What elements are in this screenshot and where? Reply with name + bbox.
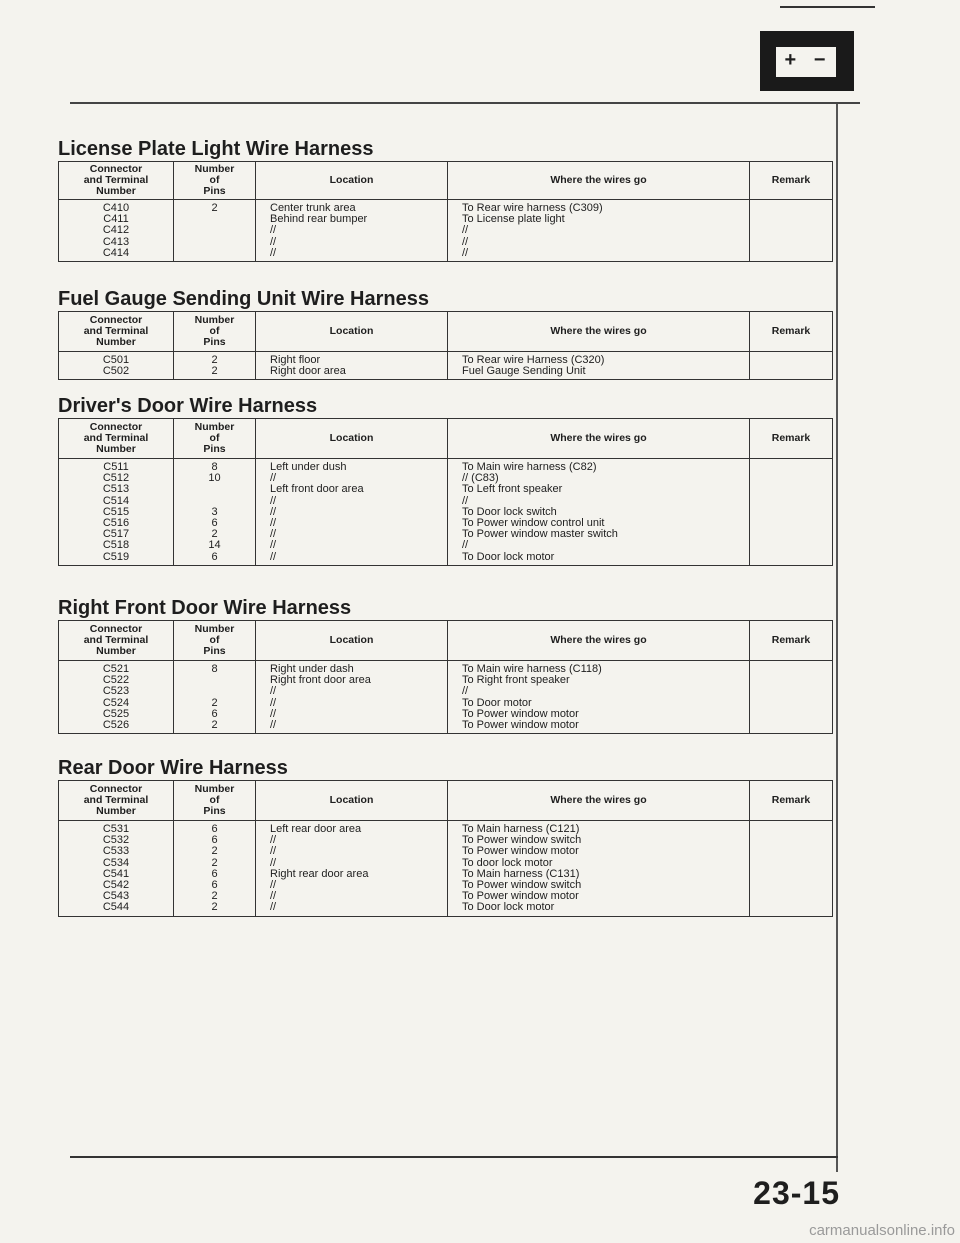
- header-connector: [59, 781, 174, 821]
- header-remark-label: Remark: [771, 174, 811, 186]
- pins-cell-line: [174, 484, 255, 495]
- pins-cell-line: 2: [211, 528, 218, 541]
- harness-table: [58, 161, 833, 262]
- header-pins-line: Number: [194, 163, 235, 175]
- header-location: [256, 621, 448, 661]
- location-cell-line: //: [270, 845, 277, 858]
- where-cell-line: To Rear wire Harness (C320): [462, 354, 605, 366]
- connector-cell-line: C521: [102, 663, 130, 675]
- connector-cell-line: C502: [102, 365, 130, 378]
- where-cell-line: //: [462, 685, 469, 698]
- section-rear-door: [58, 756, 832, 917]
- table-header-row: [59, 162, 833, 200]
- where-cell-line: To Power window control unit: [462, 516, 605, 529]
- connector-cell-line: C413: [102, 235, 130, 248]
- location-cell-line: //: [270, 246, 277, 259]
- location-cell-line: //: [270, 856, 277, 869]
- where-cell-line: To Power window motor: [462, 707, 579, 720]
- section-license-plate: [58, 137, 832, 262]
- header-pins-line: of: [209, 325, 220, 337]
- header-where-label: Where the wires go: [550, 325, 647, 337]
- header-where: [448, 781, 750, 821]
- location-cell-line: //: [270, 528, 277, 541]
- header-location: [256, 419, 448, 459]
- connector-cell-line: C501: [102, 354, 130, 366]
- connector-cell-line: C411: [103, 213, 129, 226]
- location-cell: [256, 459, 448, 566]
- header-location-label: Location: [329, 794, 374, 806]
- remark-cell: [750, 200, 833, 262]
- where-cell-line: To door lock motor: [462, 856, 553, 869]
- header-connector-line: Connector: [89, 623, 143, 635]
- location-cell-line: Left rear door area: [270, 823, 362, 835]
- location-cell-line: //: [270, 235, 277, 248]
- pins-cell: [174, 661, 256, 734]
- location-cell-line: //: [270, 472, 277, 485]
- header-pins-line: Pins: [203, 443, 226, 455]
- header-connector: [59, 621, 174, 661]
- header-where-label: Where the wires go: [550, 794, 647, 806]
- where-cell-line: //: [462, 539, 469, 552]
- location-cell-line: //: [270, 685, 277, 698]
- header-connector-line: Connector: [89, 421, 143, 433]
- pins-cell-line: 2: [211, 202, 218, 214]
- section-title: Fuel Gauge Sending Unit Wire Harness: [58, 288, 429, 310]
- header-remark: [750, 419, 833, 459]
- where-cell-line: // (C83): [462, 472, 499, 485]
- header-where: [448, 419, 750, 459]
- header-connector-line: and Terminal: [83, 634, 149, 646]
- harness-table: [58, 311, 833, 380]
- connector-cell-line: C410: [102, 202, 130, 214]
- header-where-label: Where the wires go: [550, 432, 647, 444]
- header-where: [448, 312, 750, 352]
- connector-cell-line: C412: [102, 224, 130, 237]
- header-location-label: Location: [329, 432, 374, 444]
- connector-cell-line: C524: [102, 696, 130, 709]
- connector-cell-line: C523: [102, 685, 130, 698]
- header-pins: [174, 162, 256, 200]
- header-pins-line: Number: [194, 783, 235, 795]
- section-title: Right Front Door Wire Harness: [58, 597, 352, 619]
- location-cell-line: Right under dash: [270, 663, 354, 675]
- header-pins-line: of: [209, 174, 220, 186]
- battery-icon: [760, 31, 854, 91]
- section-title: License Plate Light Wire Harness: [58, 138, 374, 160]
- header-location-label: Location: [329, 325, 374, 337]
- table-row: [59, 661, 833, 734]
- header-pins-line: Number: [194, 623, 235, 635]
- battery-terminal-glyphs: + −: [784, 49, 832, 71]
- header-pins: [174, 781, 256, 821]
- connector-cell-line: C532: [102, 834, 130, 847]
- connector-cell-line: C533: [102, 845, 130, 858]
- remark-cell: [750, 661, 833, 734]
- header-remark-label: Remark: [771, 325, 811, 337]
- section-right-front-door: [58, 596, 832, 734]
- header-connector: [59, 162, 174, 200]
- connector-cell-line: C511: [103, 461, 129, 473]
- connector-cell: [59, 352, 174, 380]
- header-pins-line: of: [209, 634, 220, 646]
- where-cell-line: Fuel Gauge Sending Unit: [462, 365, 586, 378]
- where-cell: [448, 459, 750, 566]
- table-header-row: [59, 419, 833, 459]
- where-cell-line: To Door lock motor: [462, 901, 555, 914]
- location-cell-line: //: [270, 696, 277, 709]
- header-connector: [59, 312, 174, 352]
- header-connector-line: Connector: [89, 783, 143, 795]
- where-cell-line: To Main harness (C121): [462, 823, 580, 835]
- connector-cell-line: C542: [102, 878, 130, 891]
- where-cell-line: To Door lock switch: [462, 505, 557, 518]
- where-cell-line: To Power window master switch: [462, 528, 618, 541]
- where-cell: [448, 200, 750, 262]
- pins-cell-line: 6: [211, 707, 218, 720]
- pins-cell-line: [174, 675, 255, 686]
- location-cell: [256, 200, 448, 262]
- header-connector-line: Number: [96, 805, 136, 817]
- harness-table: [58, 418, 833, 566]
- connector-cell-line: C522: [102, 674, 130, 687]
- header-location: [256, 781, 448, 821]
- pins-cell-line: 8: [211, 461, 218, 473]
- table-header-row: [59, 621, 833, 661]
- connector-cell-line: C514: [102, 494, 130, 507]
- connector-cell-line: C517: [102, 528, 130, 541]
- location-cell-line: //: [270, 224, 277, 237]
- connector-cell-line: C518: [102, 539, 130, 552]
- header-location: [256, 312, 448, 352]
- pins-cell: [174, 459, 256, 566]
- pins-cell-line: 2: [211, 901, 218, 914]
- header-where-label: Where the wires go: [550, 634, 647, 646]
- connector-cell-line: C526: [102, 718, 130, 731]
- table-row: [59, 200, 833, 262]
- header-pins-line: Pins: [203, 336, 226, 348]
- top-rule: [780, 6, 875, 8]
- location-cell: [256, 821, 448, 917]
- where-cell-line: To Power window motor: [462, 890, 579, 903]
- table-header-row: [59, 781, 833, 821]
- section-title: Driver's Door Wire Harness: [58, 395, 318, 417]
- header-connector-line: and Terminal: [83, 174, 149, 186]
- where-cell-line: To Power window switch: [462, 878, 582, 891]
- where-cell: [448, 821, 750, 917]
- location-cell-line: Right door area: [270, 365, 346, 378]
- pins-cell-line: 6: [211, 550, 218, 563]
- location-cell-line: Left front door area: [270, 483, 364, 496]
- pins-cell-line: 6: [211, 516, 218, 529]
- header-pins-line: of: [209, 794, 220, 806]
- header-connector-line: Number: [96, 336, 136, 348]
- connector-cell-line: C513: [102, 483, 130, 496]
- connector-cell-line: C541: [102, 867, 130, 880]
- pins-cell-line: 2: [211, 696, 218, 709]
- header-location: [256, 162, 448, 200]
- where-cell-line: //: [462, 494, 469, 507]
- where-cell-line: To Door lock motor: [462, 550, 555, 563]
- pins-cell-line: 6: [211, 834, 218, 847]
- section-title: Rear Door Wire Harness: [58, 757, 288, 779]
- connector-cell-line: C519: [102, 550, 130, 563]
- where-cell: [448, 661, 750, 734]
- location-cell-line: //: [270, 901, 277, 914]
- where-cell-line: To Main wire harness (C118): [462, 663, 602, 675]
- header-remark-label: Remark: [771, 432, 811, 444]
- where-cell-line: To Left front speaker: [462, 483, 563, 496]
- header-connector-line: Number: [96, 185, 136, 197]
- header-pins-line: Pins: [203, 805, 226, 817]
- pins-cell-line: 3: [211, 505, 218, 518]
- location-cell-line: //: [270, 505, 277, 518]
- header-connector-line: and Terminal: [83, 794, 149, 806]
- header-connector-line: Connector: [89, 314, 143, 326]
- pins-cell: [174, 200, 256, 262]
- pins-cell-line: 14: [208, 539, 221, 552]
- battery-icon-body: [774, 45, 838, 79]
- where-cell-line: To Main harness (C131): [462, 867, 580, 880]
- pins-cell-line: 2: [211, 890, 218, 903]
- header-pins: [174, 312, 256, 352]
- connector-cell-line: C544: [102, 901, 130, 914]
- where-cell-line: To License plate light: [462, 213, 565, 226]
- header-connector-line: Number: [96, 645, 136, 657]
- connector-cell: [59, 661, 174, 734]
- header-location-label: Location: [329, 174, 374, 186]
- location-cell-line: //: [270, 494, 277, 507]
- section-fuel-gauge: [58, 287, 832, 380]
- where-cell-line: //: [462, 235, 469, 248]
- header-connector-line: Number: [96, 443, 136, 455]
- where-cell-line: To Power window motor: [462, 845, 579, 858]
- connector-cell-line: C534: [102, 856, 130, 869]
- header-pins-line: Pins: [203, 185, 226, 197]
- location-cell-line: Left under dush: [270, 461, 347, 473]
- header-connector-line: Connector: [89, 163, 143, 175]
- header-pins: [174, 621, 256, 661]
- section-drivers-door: [58, 394, 832, 566]
- where-cell-line: To Power window switch: [462, 834, 582, 847]
- pins-cell-line: 8: [211, 663, 218, 675]
- connector-cell-line: C414: [102, 246, 130, 259]
- connector-cell-line: C516: [102, 516, 130, 529]
- connector-cell: [59, 459, 174, 566]
- location-cell-line: //: [270, 550, 277, 563]
- header-remark: [750, 781, 833, 821]
- pins-cell-line: 6: [211, 823, 218, 835]
- header-connector-line: and Terminal: [83, 432, 149, 444]
- harness-table: [58, 620, 833, 734]
- pins-cell-line: 6: [211, 867, 218, 880]
- where-cell-line: To Rear wire harness (C309): [462, 202, 603, 214]
- header-rule: [70, 102, 860, 104]
- page-frame-right: [836, 104, 838, 1172]
- location-cell-line: Behind rear bumper: [270, 213, 368, 226]
- header-remark: [750, 621, 833, 661]
- pins-cell-line: 6: [211, 878, 218, 891]
- header-where: [448, 162, 750, 200]
- location-cell-line: //: [270, 516, 277, 529]
- header-remark: [750, 312, 833, 352]
- location-cell: [256, 352, 448, 380]
- pins-cell-line: 2: [211, 718, 218, 731]
- location-cell-line: Right rear door area: [270, 867, 369, 880]
- header-remark-label: Remark: [771, 634, 811, 646]
- where-cell-line: //: [462, 224, 469, 237]
- location-cell-line: Right front door area: [270, 674, 371, 687]
- pins-cell-line: 10: [208, 472, 221, 485]
- header-connector-line: and Terminal: [83, 325, 149, 337]
- table-row: [59, 459, 833, 566]
- where-cell: [448, 352, 750, 380]
- header-pins-line: Number: [194, 421, 235, 433]
- pins-cell-line: [174, 686, 255, 697]
- location-cell-line: //: [270, 834, 277, 847]
- location-cell: [256, 661, 448, 734]
- remark-cell: [750, 821, 833, 917]
- where-cell-line: To Door motor: [462, 696, 532, 709]
- pins-cell-line: 2: [211, 856, 218, 869]
- location-cell-line: //: [270, 718, 277, 731]
- pins-cell-line: 2: [211, 354, 218, 366]
- pins-cell-line: [174, 248, 255, 259]
- pins-cell-line: 2: [211, 365, 218, 378]
- pins-cell-line: [174, 214, 255, 225]
- header-where-label: Where the wires go: [550, 174, 647, 186]
- table-row: [59, 352, 833, 380]
- connector-cell-line: C512: [102, 472, 130, 485]
- connector-cell-line: C525: [102, 707, 130, 720]
- pins-cell: [174, 821, 256, 917]
- connector-cell: [59, 200, 174, 262]
- table-header-row: [59, 312, 833, 352]
- where-cell-line: //: [462, 246, 469, 259]
- pins-cell: [174, 352, 256, 380]
- connector-cell-line: C531: [102, 823, 130, 835]
- header-pins-line: Number: [194, 314, 235, 326]
- location-cell-line: Center trunk area: [270, 202, 356, 214]
- header-remark: [750, 162, 833, 200]
- location-cell-line: //: [270, 878, 277, 891]
- where-cell-line: To Right front speaker: [462, 674, 570, 687]
- location-cell-line: //: [270, 890, 277, 903]
- pins-cell-line: [174, 237, 255, 248]
- page-number: 23-15: [753, 1175, 840, 1211]
- remark-cell: [750, 352, 833, 380]
- table-row: [59, 821, 833, 917]
- location-cell-line: //: [270, 539, 277, 552]
- connector-cell-line: C543: [102, 890, 130, 903]
- pins-cell-line: [174, 225, 255, 236]
- footer-rule: [70, 1156, 838, 1158]
- header-pins: [174, 419, 256, 459]
- header-location-label: Location: [329, 634, 374, 646]
- harness-table: [58, 780, 833, 917]
- location-cell-line: //: [270, 707, 277, 720]
- watermark: carmanualsonline.info: [809, 1222, 955, 1239]
- connector-cell: [59, 821, 174, 917]
- header-remark-label: Remark: [771, 794, 811, 806]
- where-cell-line: To Power window motor: [462, 718, 579, 731]
- header-pins-line: Pins: [203, 645, 226, 657]
- header-where: [448, 621, 750, 661]
- remark-cell: [750, 459, 833, 566]
- header-pins-line: of: [209, 432, 220, 444]
- pins-cell-line: 2: [211, 845, 218, 858]
- where-cell-line: To Main wire harness (C82): [462, 461, 597, 473]
- connector-cell-line: C515: [102, 505, 130, 518]
- header-connector: [59, 419, 174, 459]
- location-cell-line: Right floor: [270, 354, 321, 366]
